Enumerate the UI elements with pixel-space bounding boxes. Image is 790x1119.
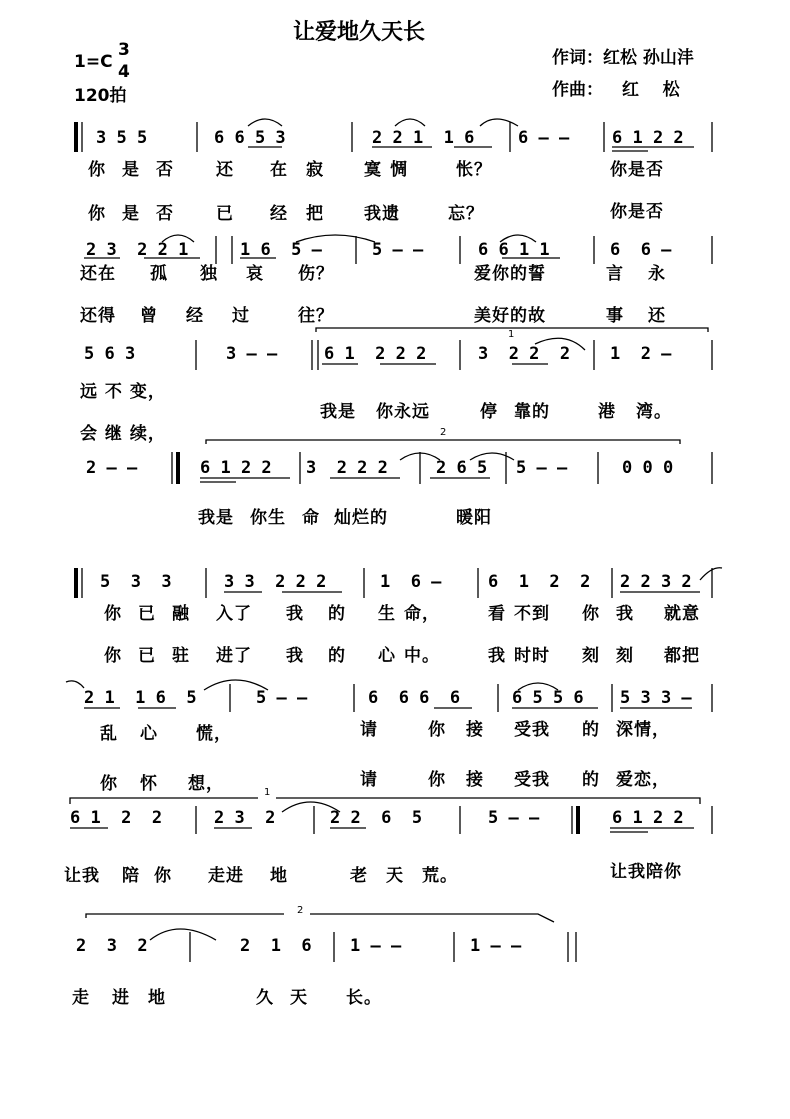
- measure-notes: 1 – –: [470, 936, 522, 956]
- measure-notes: 6 1 2 2: [612, 808, 684, 828]
- measure-notes: 2 1 6: [240, 936, 312, 956]
- measure-notes: 1 2 –: [610, 344, 672, 364]
- slur: [480, 119, 518, 126]
- lyric: 孤: [150, 264, 168, 284]
- lyric: 不到: [514, 604, 550, 624]
- measure-notes: 0 0 0: [622, 458, 674, 478]
- lyric: 天: [386, 866, 404, 886]
- measure-notes: 2 2 6 5: [330, 808, 423, 828]
- lyric: 是: [122, 160, 140, 180]
- measure-notes: 2 3 2: [214, 808, 276, 828]
- lyric: 进: [112, 988, 130, 1008]
- lyric: 远 不 变，: [80, 382, 166, 402]
- measure-notes: 2 2 3 2: [620, 572, 692, 592]
- lyric: 请: [360, 720, 378, 740]
- measure-notes: 2 3 2: [76, 936, 148, 956]
- lyric: 中。: [404, 646, 440, 666]
- lyric: 是: [122, 204, 140, 224]
- lyric: 想，: [188, 774, 224, 794]
- lyric: 已: [138, 604, 156, 624]
- measure-notes: 3 2 2 2: [306, 458, 388, 478]
- measure-notes: 5 – –: [488, 808, 540, 828]
- volta-2-label-b: 2: [297, 905, 304, 916]
- lyric: 久: [256, 988, 274, 1008]
- lyric: 你: [104, 646, 122, 666]
- slur: [248, 119, 282, 126]
- lyric: 陪: [122, 866, 140, 886]
- lyric: 都把: [664, 646, 700, 666]
- lyric: 寞: [364, 160, 382, 180]
- time-signature-bottom: 4: [118, 62, 130, 82]
- measure-notes: 6 6 6 6: [368, 688, 461, 708]
- measure-notes: 2 6 5: [436, 458, 488, 478]
- lyric: 你是否: [610, 202, 664, 222]
- volta-end-bracket: [70, 798, 258, 804]
- lyric: 我: [488, 646, 506, 666]
- lyric: 的: [328, 646, 346, 666]
- lyric: 我遗: [364, 204, 400, 224]
- lyric: 靠的: [514, 402, 550, 422]
- volta-2-bracket-a: [86, 914, 284, 918]
- lyric: 生: [378, 604, 396, 624]
- lyric: 让我陪你: [610, 862, 682, 882]
- volta-2-bracket-b: [310, 914, 554, 922]
- lyric: 刻: [616, 646, 634, 666]
- lyric: 怀: [140, 774, 158, 794]
- measure-notes: 6 5 5 6: [512, 688, 584, 708]
- measure-notes: 6 1 2 2: [70, 808, 163, 828]
- slur: [700, 568, 722, 580]
- measure-notes: 2 3 2 2 1: [86, 240, 189, 260]
- lyric: 刻: [582, 646, 600, 666]
- lyric: 老: [350, 866, 368, 886]
- lyric: 你: [428, 770, 446, 790]
- lyric: 已: [216, 204, 234, 224]
- lyric: 永: [648, 264, 666, 284]
- lyric: 美好的故: [474, 306, 546, 326]
- lyric: 深情，: [616, 720, 670, 740]
- lyric: 我: [616, 604, 634, 624]
- lyric: 寂: [306, 160, 324, 180]
- lyric: 天: [290, 988, 308, 1008]
- lyric: 接: [466, 720, 484, 740]
- lyric: 伤？: [298, 264, 334, 284]
- lyric: 怅？: [456, 160, 492, 180]
- lyric: 停: [480, 402, 498, 422]
- lyric: 你: [88, 160, 106, 180]
- measure-notes: 6 6 –: [610, 240, 672, 260]
- measure-notes: 5 – –: [516, 458, 568, 478]
- lyric: 暖阳: [456, 508, 492, 528]
- slur: [150, 929, 216, 940]
- lyric: 心: [378, 646, 396, 666]
- lyric: 灿烂的: [334, 508, 388, 528]
- measure-notes: 6 – –: [518, 128, 570, 148]
- slur: [395, 119, 425, 126]
- volta-2-label: 2: [440, 427, 447, 438]
- lyric: 你是否: [610, 160, 664, 180]
- measure-notes: 5 – –: [256, 688, 308, 708]
- measure-notes: 1 6 5 –: [240, 240, 322, 260]
- lyric: 会 继 续，: [80, 424, 166, 444]
- lyric: 你生: [250, 508, 286, 528]
- lyric: 受我: [514, 770, 550, 790]
- lyric: 还在: [80, 264, 116, 284]
- measure-notes: 6 1 2 2 2: [324, 344, 427, 364]
- measure-notes: 5 3 3: [100, 572, 172, 592]
- lyric: 我是: [320, 402, 356, 422]
- lyric: 你: [582, 604, 600, 624]
- lyric: 让我: [64, 866, 100, 886]
- lyric: 你永远: [376, 402, 430, 422]
- lyricist: 作词：红松 孙山沣: [552, 48, 694, 68]
- lyric: 荒。: [422, 866, 458, 886]
- lyric: 进了: [216, 646, 252, 666]
- lyric: 经: [270, 204, 288, 224]
- lyric: 经: [186, 306, 204, 326]
- lyric: 你: [154, 866, 172, 886]
- composer: 红 松: [622, 80, 680, 100]
- lyric: 入了: [216, 604, 252, 624]
- measure-notes: 3 – –: [226, 344, 278, 364]
- composer-label: 作曲：: [552, 80, 603, 100]
- song-title: 让爱地久天长: [293, 20, 426, 45]
- lyric: 我: [286, 646, 304, 666]
- lyric: 的: [582, 720, 600, 740]
- lyric: 我: [286, 604, 304, 624]
- lyric: 你: [88, 204, 106, 224]
- lyric: 时时: [514, 646, 550, 666]
- measure-notes: 5 6 3: [84, 344, 136, 364]
- lyric: 你: [428, 720, 446, 740]
- measure-notes: 3 2 2 2: [478, 344, 571, 364]
- lyric: 港: [598, 402, 616, 422]
- lyric: 走: [72, 988, 90, 1008]
- lyric: 你: [104, 604, 122, 624]
- measure-notes: 5 3 3 –: [620, 688, 692, 708]
- lyric: 过: [232, 306, 250, 326]
- measure-notes: 6 6 5 3: [214, 128, 286, 148]
- lyric: 命: [302, 508, 320, 528]
- lyric: 你: [100, 774, 118, 794]
- measure-notes: 3 3 2 2 2: [224, 572, 327, 592]
- lyric: 在: [270, 160, 288, 180]
- lyric: 命，: [404, 604, 440, 624]
- lyric: 惆: [390, 160, 408, 180]
- time-signature-top: 3: [118, 40, 130, 60]
- lyric: 我是: [198, 508, 234, 528]
- tempo: 120拍: [74, 86, 127, 106]
- measure-notes: 6 6 1 1: [478, 240, 550, 260]
- lyric: 湾。: [636, 402, 672, 422]
- lyric: 看: [488, 604, 506, 624]
- lyric: 接: [466, 770, 484, 790]
- measure-notes: 1 6 –: [380, 572, 442, 592]
- lyric: 走进: [208, 866, 244, 886]
- lyric: 的: [582, 770, 600, 790]
- lyric: 把: [306, 204, 324, 224]
- lyric: 乱: [100, 724, 118, 744]
- lyric: 爱你的誓: [474, 264, 546, 284]
- measure-notes: 2 – –: [86, 458, 138, 478]
- lyric: 哀: [246, 264, 264, 284]
- lyric: 就意: [664, 604, 700, 624]
- lyric: 还: [216, 160, 234, 180]
- lyric: 独: [200, 264, 218, 284]
- lyric: 事: [606, 306, 624, 326]
- lyric: 还: [648, 306, 666, 326]
- volta-1-bracket-b: [276, 798, 700, 804]
- lyric: 的: [328, 604, 346, 624]
- lyric: 心: [140, 724, 158, 744]
- key-signature: 1=C: [74, 52, 113, 72]
- lyric: 已: [138, 646, 156, 666]
- measure-notes: 1 – –: [350, 936, 402, 956]
- measure-notes: 6 1 2 2: [612, 128, 684, 148]
- lyric: 否: [156, 204, 174, 224]
- volta-1-label: 1: [508, 329, 515, 340]
- volta-1-label-b: 1: [264, 787, 271, 798]
- measure-notes: 3 5 5: [96, 128, 148, 148]
- lyric: 还得: [80, 306, 116, 326]
- measure-notes: 5 – –: [372, 240, 424, 260]
- lyric: 融: [172, 604, 190, 624]
- slur: [66, 681, 84, 688]
- lyric: 往？: [298, 306, 334, 326]
- lyric: 请: [360, 770, 378, 790]
- lyric: 否: [156, 160, 174, 180]
- measure-notes: 6 1 2 2: [200, 458, 272, 478]
- measure-notes: 2 2 1 1 6: [372, 128, 475, 148]
- volta-2-bracket: [206, 440, 680, 444]
- lyric: 爱恋，: [616, 770, 670, 790]
- lyric: 慌，: [196, 724, 232, 744]
- lyric: 长。: [346, 988, 382, 1008]
- lyric: 驻: [172, 646, 190, 666]
- lyric: 曾: [140, 306, 158, 326]
- lyric: 忘？: [448, 204, 484, 224]
- measure-notes: 6 1 2 2: [488, 572, 591, 592]
- lyric: 地: [148, 988, 166, 1008]
- lyric: 受我: [514, 720, 550, 740]
- lyric: 地: [270, 866, 288, 886]
- lyric: 言: [606, 264, 624, 284]
- measure-notes: 2 1 1 6 5: [84, 688, 197, 708]
